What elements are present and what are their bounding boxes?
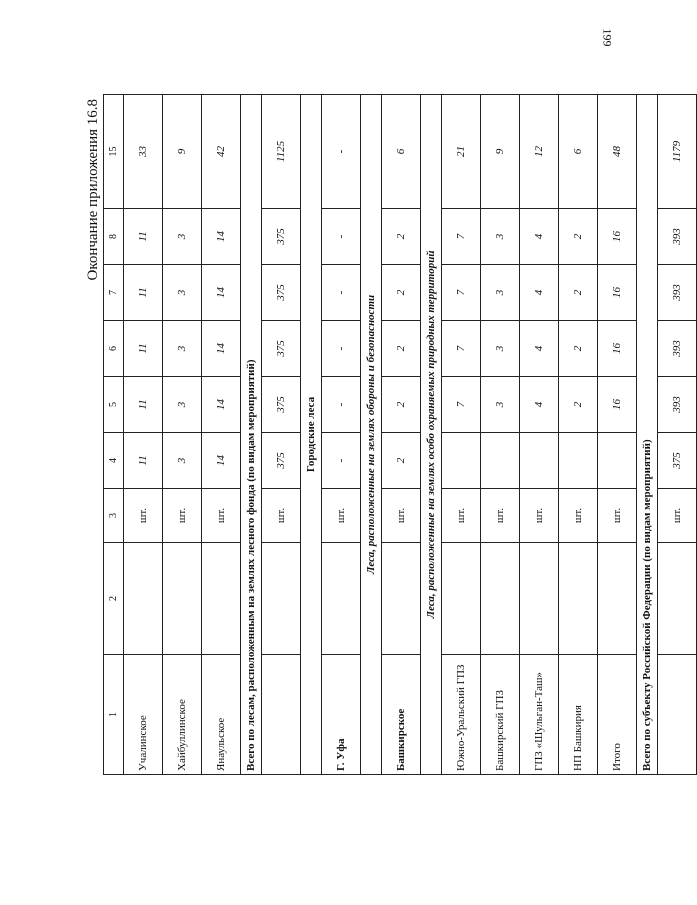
- table-row: [202, 95, 241, 775]
- cell-unit: шт.: [598, 489, 637, 543]
- cell-col8: 14: [202, 209, 241, 265]
- cell-unit: шт.: [163, 489, 202, 543]
- header-cell: 1: [104, 655, 124, 775]
- cell-col2: [382, 543, 421, 655]
- section-title: Всего по лесам, расположенным на землях лесного фонда (по видам мероприятий): [241, 95, 262, 775]
- table-row: [520, 95, 559, 775]
- cell-col7: 2: [559, 265, 598, 321]
- cell-col4: [559, 433, 598, 489]
- section-title: Городские леса: [301, 95, 322, 775]
- page-number: 199: [600, 28, 615, 47]
- cell-col8: 3: [481, 209, 520, 265]
- cell-col15: 12: [520, 95, 559, 209]
- cell-col8: 3: [163, 209, 202, 265]
- row-name: НП Башкирия: [559, 655, 598, 775]
- cell-col6: 3: [163, 321, 202, 377]
- cell-col7: 14: [202, 265, 241, 321]
- cell-col2: [322, 543, 361, 655]
- cell-col2: [559, 543, 598, 655]
- cell-col15: 1179: [658, 95, 697, 209]
- data-table: [103, 94, 697, 775]
- rotated-table-area: [85, 95, 683, 775]
- cell-col8: 2: [559, 209, 598, 265]
- cell-col8: 393: [658, 209, 697, 265]
- cell-col4: 3: [163, 433, 202, 489]
- cell-col4: 375: [658, 433, 697, 489]
- cell-col8: 7: [442, 209, 481, 265]
- row-name: Башкирский ГПЗ: [481, 655, 520, 775]
- cell-col8: 2: [382, 209, 421, 265]
- cell-col15: -: [322, 95, 361, 209]
- cell-col2: [262, 543, 301, 655]
- subsection-title: Леса, расположенные на землях особо охраняемых природных территорий: [421, 95, 442, 775]
- cell-col6: 393: [658, 321, 697, 377]
- table-row: [322, 95, 361, 775]
- header-cell: 2: [104, 543, 124, 655]
- header-cell: 3: [104, 489, 124, 543]
- cell-col5: 7: [442, 377, 481, 433]
- cell-col6: 2: [559, 321, 598, 377]
- row-name: Башкирское: [382, 655, 421, 775]
- cell-unit: шт.: [559, 489, 598, 543]
- cell-col4: 375: [262, 433, 301, 489]
- section-title: Всего по субъекту Российской Федерации (по видам мероприятий): [637, 95, 658, 775]
- cell-col5: 2: [382, 377, 421, 433]
- row-name: Хайбуллинское: [163, 655, 202, 775]
- cell-col7: 375: [262, 265, 301, 321]
- cell-col2: [442, 543, 481, 655]
- cell-col7: 3: [481, 265, 520, 321]
- subsection-title: Леса, расположенные на землях обороны и безопасности: [361, 95, 382, 775]
- cell-col4: [442, 433, 481, 489]
- row-name: Южно-Уральский ГПЗ: [442, 655, 481, 775]
- cell-col8: 375: [262, 209, 301, 265]
- cell-col15: 42: [202, 95, 241, 209]
- cell-col4: 2: [382, 433, 421, 489]
- cell-col7: 4: [520, 265, 559, 321]
- cell-col2: [658, 543, 697, 655]
- subsection-row: [361, 95, 382, 775]
- table-row: [481, 95, 520, 775]
- cell-unit: шт.: [481, 489, 520, 543]
- cell-col4: [520, 433, 559, 489]
- cell-col15: 6: [382, 95, 421, 209]
- table-row: [598, 95, 637, 775]
- header-cell: 6: [104, 321, 124, 377]
- cell-col5: 3: [163, 377, 202, 433]
- header-cell: 5: [104, 377, 124, 433]
- cell-col7: 16: [598, 265, 637, 321]
- table-body: [104, 95, 697, 775]
- cell-col8: -: [322, 209, 361, 265]
- header-cell: 7: [104, 265, 124, 321]
- cell-col8: 4: [520, 209, 559, 265]
- row-name: Г. Уфа: [322, 655, 361, 775]
- cell-col5: 16: [598, 377, 637, 433]
- cell-unit: шт.: [382, 489, 421, 543]
- table-row: [262, 95, 301, 775]
- cell-col4: [598, 433, 637, 489]
- row-name: Учалинское: [124, 655, 163, 775]
- subsection-row: [421, 95, 442, 775]
- cell-col2: [481, 543, 520, 655]
- cell-unit: шт.: [262, 489, 301, 543]
- cell-col5: -: [322, 377, 361, 433]
- table-row: [658, 95, 697, 775]
- cell-col2: [124, 543, 163, 655]
- cell-col2: [163, 543, 202, 655]
- cell-col15: 6: [559, 95, 598, 209]
- cell-col6: 14: [202, 321, 241, 377]
- cell-col5: 3: [481, 377, 520, 433]
- row-name: Янаульское: [202, 655, 241, 775]
- cell-col15: 9: [481, 95, 520, 209]
- cell-col4: [481, 433, 520, 489]
- header-cell: 4: [104, 433, 124, 489]
- cell-col5: 375: [262, 377, 301, 433]
- row-name: ГПЗ «Шульган-Таш»: [520, 655, 559, 775]
- cell-col15: 21: [442, 95, 481, 209]
- cell-col4: 14: [202, 433, 241, 489]
- cell-col15: 33: [124, 95, 163, 209]
- table-row: [124, 95, 163, 775]
- header-cell: 15: [104, 95, 124, 209]
- cell-unit: шт.: [124, 489, 163, 543]
- cell-col5: 393: [658, 377, 697, 433]
- cell-col6: 16: [598, 321, 637, 377]
- table-row: [163, 95, 202, 775]
- cell-col4: 11: [124, 433, 163, 489]
- section-row: [241, 95, 262, 775]
- cell-col6: 3: [481, 321, 520, 377]
- row-name: Итого: [598, 655, 637, 775]
- cell-col8: 11: [124, 209, 163, 265]
- cell-col6: 4: [520, 321, 559, 377]
- section-row: [637, 95, 658, 775]
- cell-col7: 7: [442, 265, 481, 321]
- cell-col6: 2: [382, 321, 421, 377]
- header-row: [104, 95, 124, 775]
- cell-col5: 2: [559, 377, 598, 433]
- cell-col7: 2: [382, 265, 421, 321]
- table-row: [559, 95, 598, 775]
- cell-col15: 9: [163, 95, 202, 209]
- cell-col6: 11: [124, 321, 163, 377]
- cell-col6: -: [322, 321, 361, 377]
- cell-col6: 375: [262, 321, 301, 377]
- cell-col5: 14: [202, 377, 241, 433]
- table-row: [442, 95, 481, 775]
- cell-unit: шт.: [442, 489, 481, 543]
- cell-unit: шт.: [658, 489, 697, 543]
- row-name: [262, 655, 301, 775]
- cell-unit: шт.: [322, 489, 361, 543]
- table-row: [382, 95, 421, 775]
- cell-unit: шт.: [202, 489, 241, 543]
- cell-col8: 16: [598, 209, 637, 265]
- cell-col7: -: [322, 265, 361, 321]
- header-cell: 8: [104, 209, 124, 265]
- cell-unit: шт.: [520, 489, 559, 543]
- cell-col7: 393: [658, 265, 697, 321]
- rotated-content: [85, 95, 683, 775]
- cell-col2: [520, 543, 559, 655]
- cell-col4: -: [322, 433, 361, 489]
- cell-col2: [598, 543, 637, 655]
- cell-col7: 3: [163, 265, 202, 321]
- cell-col15: 1125: [262, 95, 301, 209]
- cell-col6: 7: [442, 321, 481, 377]
- cell-col5: 11: [124, 377, 163, 433]
- cell-col2: [202, 543, 241, 655]
- section-row: [301, 95, 322, 775]
- table-caption: Окончание приложения 16.8: [85, 99, 101, 281]
- cell-col7: 11: [124, 265, 163, 321]
- cell-col5: 4: [520, 377, 559, 433]
- row-name: [658, 655, 697, 775]
- cell-col15: 48: [598, 95, 637, 209]
